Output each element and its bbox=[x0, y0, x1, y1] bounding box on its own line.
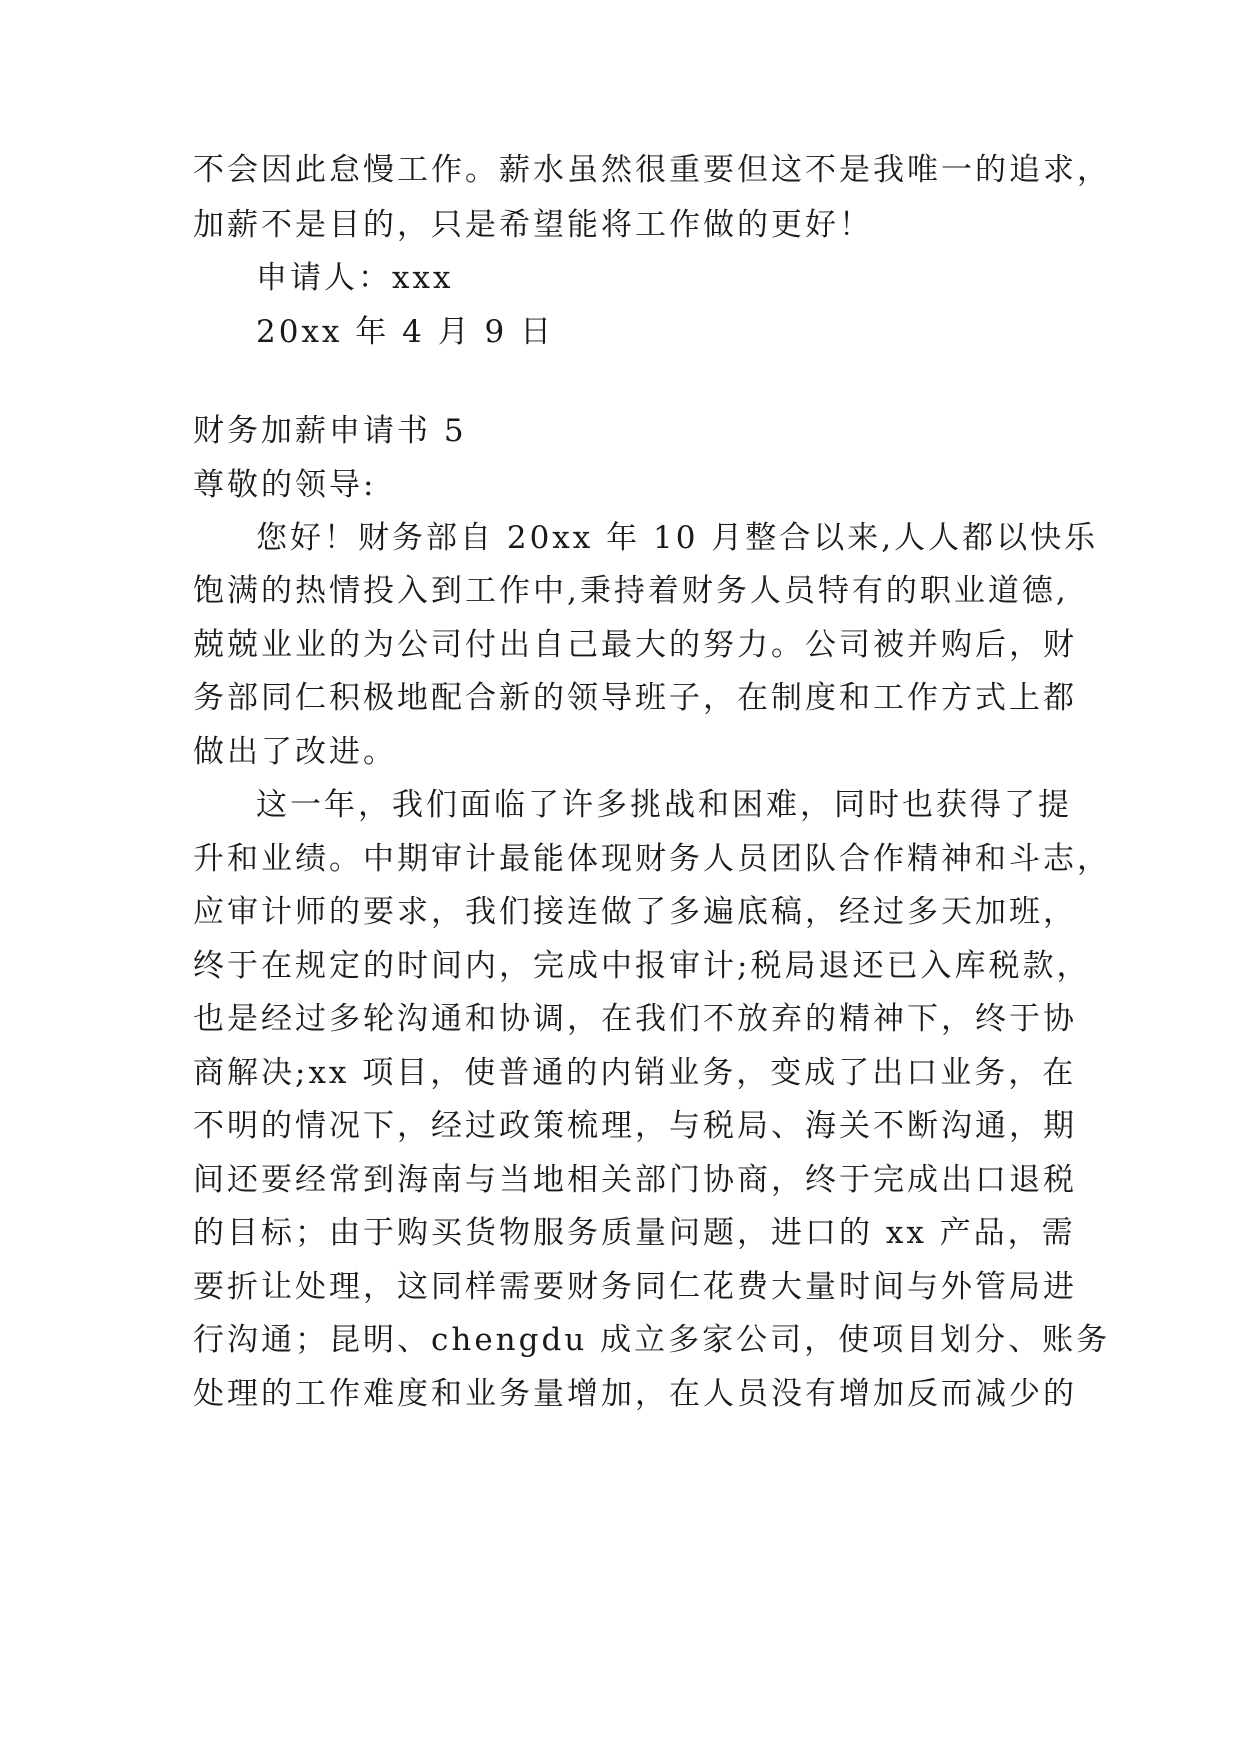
continuation-line-2: 加薪不是目的，只是希望能将工作做的更好！ bbox=[193, 207, 873, 243]
paragraph2-line-8: 间还要经常到海南与当地相关部门协商，终于完成出口退税 bbox=[193, 1162, 1077, 1198]
paragraph2-line-10: 要折让处理，这同样需要财务同仁花费大量时间与外管局进 bbox=[193, 1269, 1077, 1305]
paragraph2-line-9: 的目标；由于购买货物服务质量问题，进口的 xx 产品，需 bbox=[193, 1215, 1076, 1251]
paragraph2-line-5: 也是经过多轮沟通和协调，在我们不放弃的精神下，终于协 bbox=[193, 1001, 1077, 1037]
paragraph2-line-7: 不明的情况下，经过政策梳理，与税局、海关不断沟通，期 bbox=[193, 1108, 1077, 1144]
paragraph2-line-11: 行沟通；昆明、chengdu 成立多家公司，使项目划分、账务 bbox=[193, 1322, 1111, 1358]
date-line: 20xx 年 4 月 9 日 bbox=[256, 314, 555, 350]
paragraph1-line-3: 兢兢业业的为公司付出自己最大的努力。公司被并购后，财 bbox=[193, 627, 1077, 663]
continuation-line-1: 不会因此怠慢工作。薪水虽然很重要但这不是我唯一的追求， bbox=[193, 152, 1111, 188]
letter-title: 财务加薪申请书 5 bbox=[193, 413, 467, 449]
salutation: 尊敬的领导: bbox=[193, 467, 377, 503]
paragraph1-line-4: 务部同仁积极地配合新的领导班子，在制度和工作方式上都 bbox=[193, 680, 1077, 716]
paragraph2-line-1: 这一年，我们面临了许多挑战和困难，同时也获得了提 bbox=[256, 787, 1072, 823]
paragraph2-line-4: 终于在规定的时间内，完成中报审计;税局退还已入库税款， bbox=[193, 948, 1091, 984]
paragraph2-line-2: 升和业绩。中期审计最能体现财务人员团队合作精神和斗志， bbox=[193, 841, 1111, 877]
paragraph2-line-3: 应审计师的要求，我们接连做了多遍底稿，经过多天加班， bbox=[193, 894, 1077, 930]
paragraph2-line-6: 商解决;xx 项目，使普通的内销业务，变成了出口业务，在 bbox=[193, 1055, 1077, 1091]
paragraph1-line-2: 饱满的热情投入到工作中,秉持着财务人员特有的职业道德, bbox=[193, 573, 1069, 609]
applicant-line: 申请人：xxx bbox=[256, 260, 454, 296]
paragraph1-line-1: 您好！财务部自 20xx 年 10 月整合以来,人人都以快乐 bbox=[256, 520, 1099, 556]
paragraph2-line-12: 处理的工作难度和业务量增加，在人员没有增加反而减少的 bbox=[193, 1376, 1077, 1412]
paragraph1-line-5: 做出了改进。 bbox=[193, 734, 397, 770]
